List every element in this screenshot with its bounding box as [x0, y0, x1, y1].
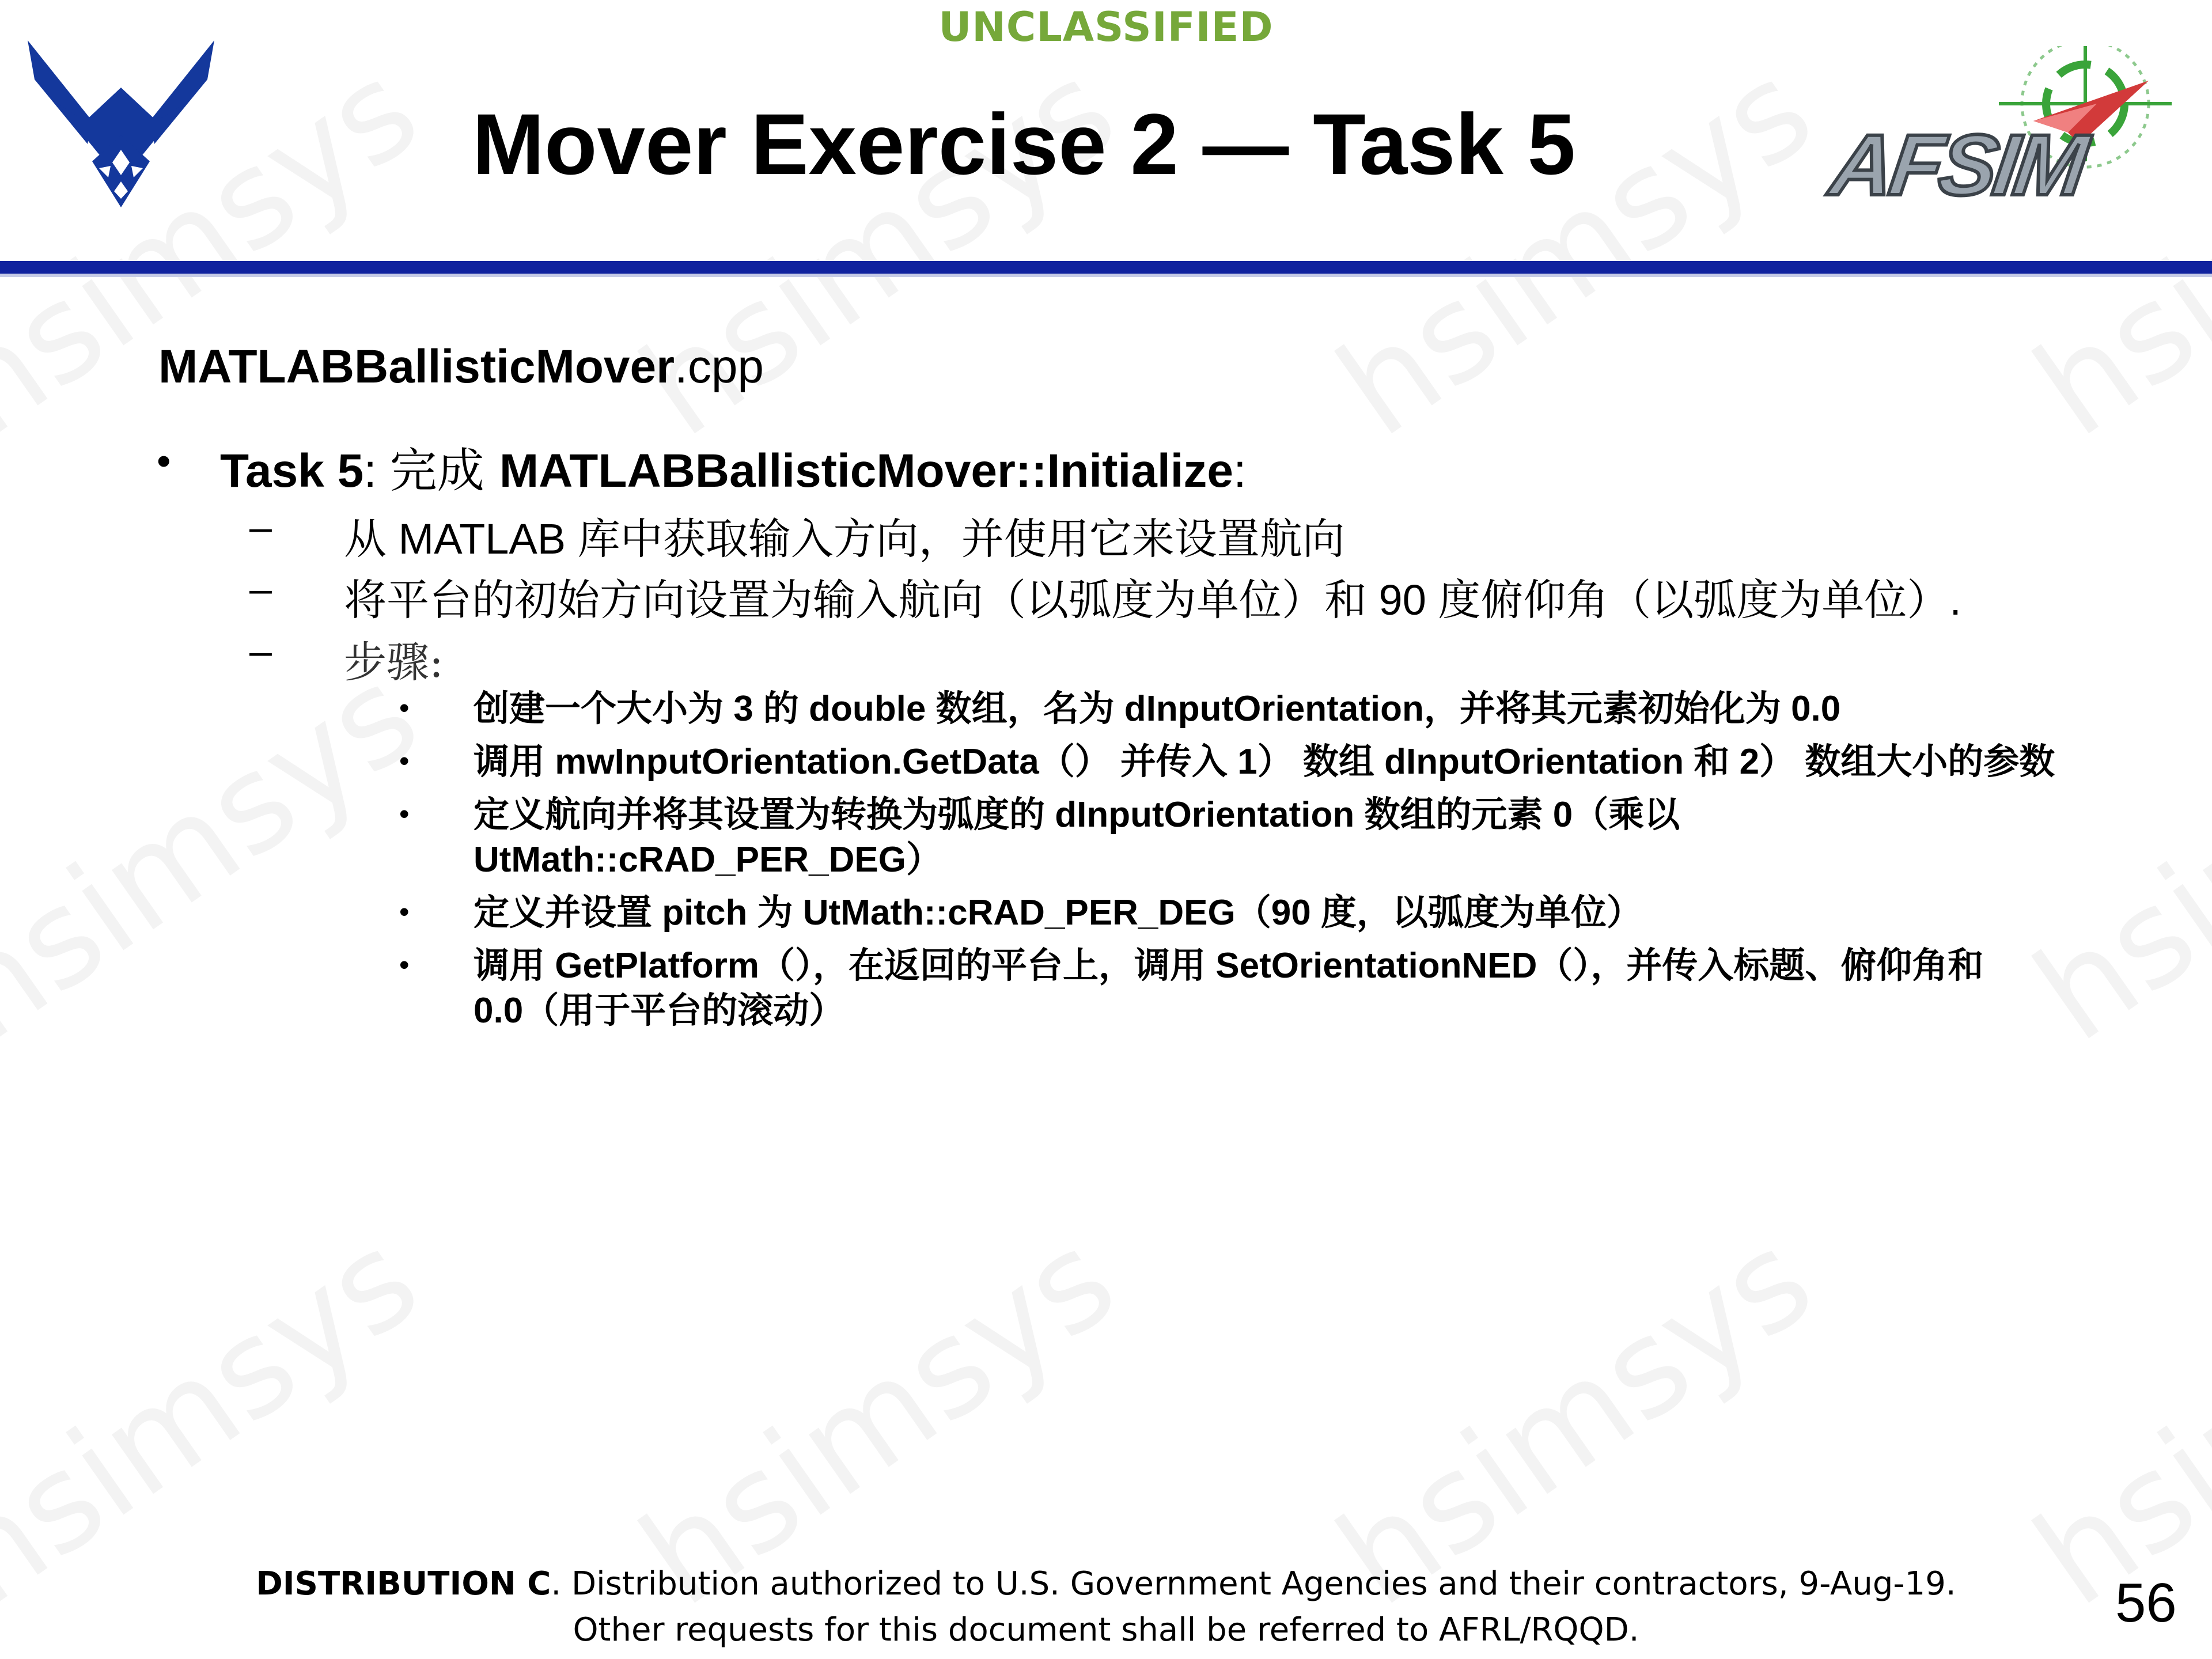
step-bullet: • [399, 896, 410, 928]
step-5-line-1: 调用 GetPlatform（），在返回的平台上，调用 SetOrientationNED（），并传入标题、俯仰角和 [474, 946, 1984, 986]
dash-marker: – [249, 628, 272, 673]
distribution-line-1 [0, 1561, 2212, 1607]
step-3-line-1: 定义航向并将其设置为转换为弧度的 dInputOrientation 数组的元素 0（乘以 [474, 795, 1680, 835]
step-bullet: • [399, 798, 410, 830]
watermark [0, 638, 445, 1071]
subitem-2: 将平台的初始方向设置为输入航向（以弧度为单位）和 90 度俯仰角（以弧度为单位）. [344, 576, 1961, 624]
watermark [2009, 638, 2212, 1071]
classification-marking: UNCLASSIFIED [938, 3, 1274, 51]
step-bullet: • [399, 692, 410, 724]
file-heading [158, 340, 764, 394]
distribution-line-2: Other requests for this document shall be referred to AFRL/RQQD. [573, 1611, 1639, 1649]
task-verb: 完成 [389, 444, 499, 498]
step-bullet: • [399, 745, 410, 777]
step-5 [474, 944, 1983, 1033]
step-4-line-1: 定义并设置 pitch 为 UtMath::cRAD_PER_DEG（90 度，以弧度为单位） [474, 893, 1642, 933]
step-bullet: • [399, 949, 410, 981]
task-target: MATLABBallisticMover::Initialize [499, 445, 1234, 497]
afsim-wordmark: AFSIM [1825, 116, 2090, 213]
step-3 [474, 793, 1680, 882]
distribution-text: . Distribution authorized to U.S. Government Agencies and their contractors, 9-Aug-19. [551, 1565, 1956, 1603]
step-3-line-2: UtMath::cRAD_PER_DEG） [474, 840, 942, 880]
slide-title: Mover Exercise 2 — Task 5 [472, 96, 1575, 192]
page-number: 56 [2115, 1572, 2177, 1634]
step-5-line-2: 0.0（用于平台的滚动） [474, 991, 845, 1031]
title-divider-shadow [0, 274, 2212, 277]
task-colon: : [363, 445, 390, 497]
usaf-wings-icon [23, 35, 219, 213]
dash-marker: – [249, 505, 272, 550]
dash-marker: – [249, 566, 272, 611]
afsim-logo [1826, 46, 2172, 213]
distribution-statement [0, 1561, 2212, 1653]
subitem-1: 从 MATLAB 库中获取输入方向，并使用它来设置航向 [344, 515, 1345, 563]
usaf-logo [23, 35, 219, 213]
file-name: MATLABBallisticMover [158, 340, 675, 393]
step-4 [474, 891, 1642, 935]
step-2-line-1: 调用 mwInputOrientation.GetData（） 并传入 1） 数组 dInputOrientation 和 2） 数组大小的参数 [474, 742, 2055, 782]
step-1 [474, 687, 1840, 732]
task-label: Task 5 [220, 445, 364, 497]
task-heading [220, 433, 1247, 501]
task-end: : [1233, 445, 1247, 497]
distribution-label: DISTRIBUTION C [256, 1565, 551, 1603]
step-1-line-1: 创建一个大小为 3 的 double 数组，名为 dInputOrientation，并将其元素初始化为 0.0 [474, 689, 1841, 729]
bullet-marker: • [157, 438, 171, 483]
step-2 [474, 740, 2055, 785]
title-divider [0, 261, 2212, 274]
subitem-3: 步骤: [344, 638, 444, 687]
file-extension: .cpp [675, 340, 764, 393]
